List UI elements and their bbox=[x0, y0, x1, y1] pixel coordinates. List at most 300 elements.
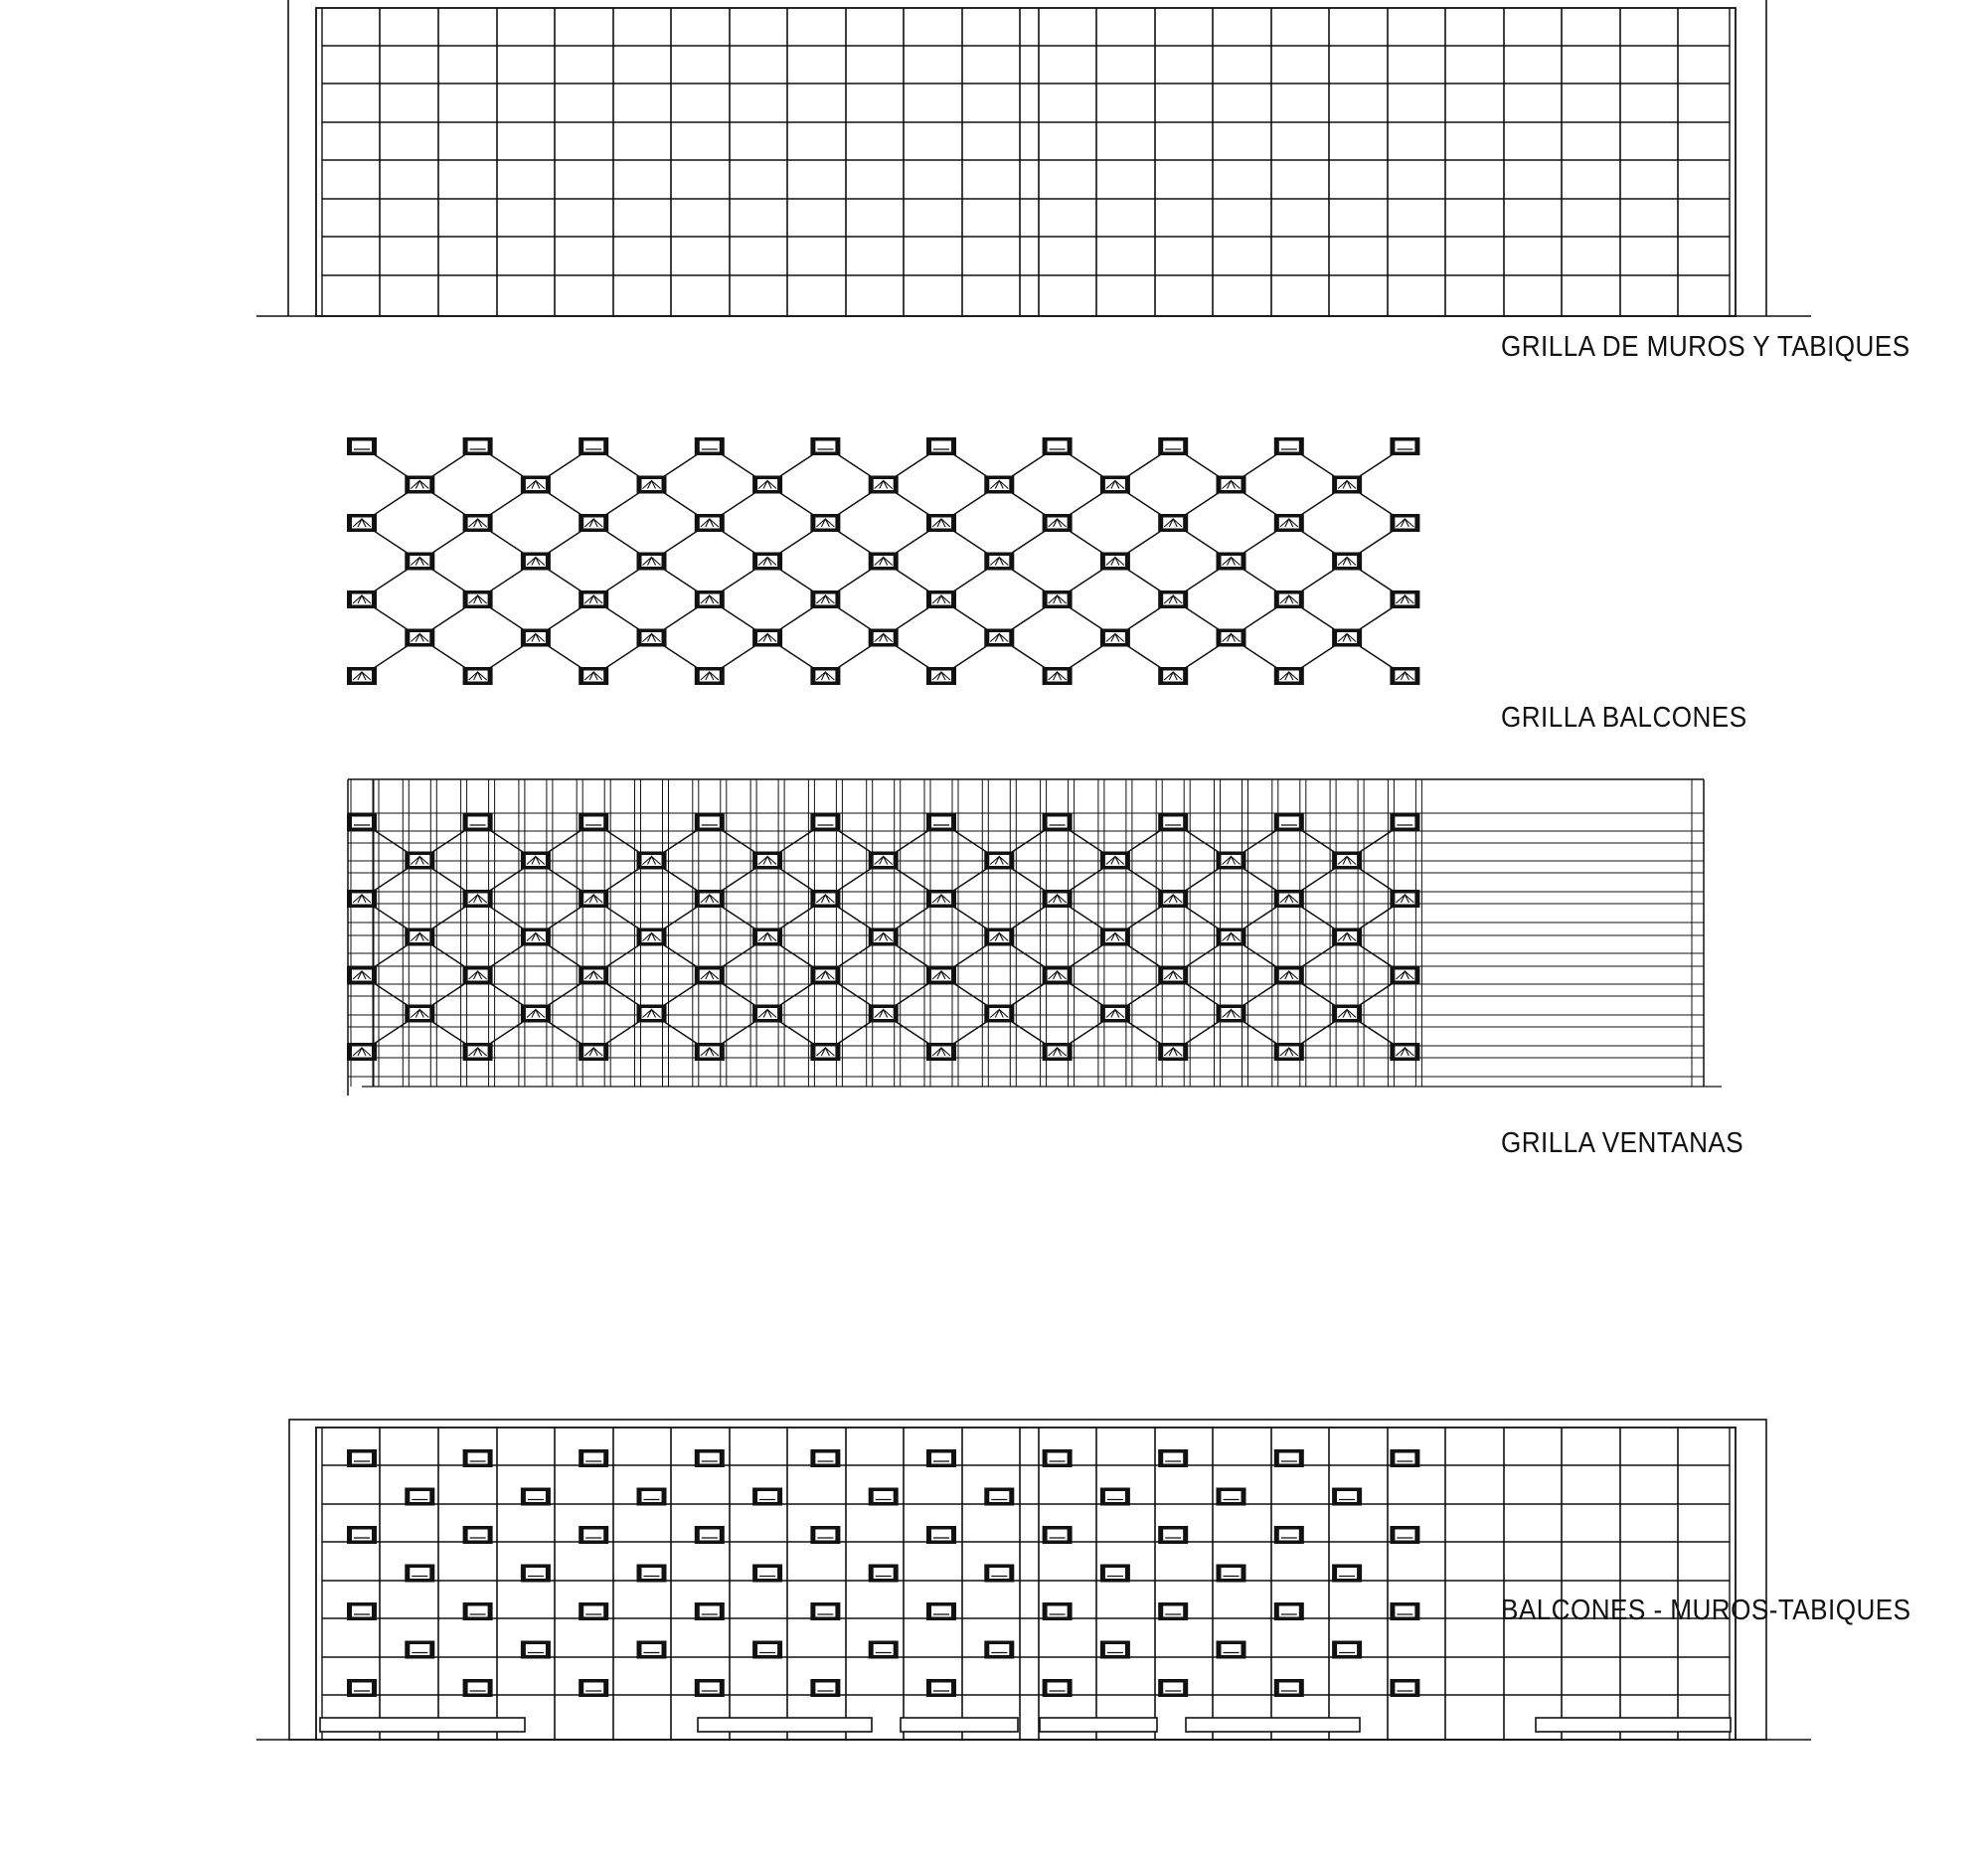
balcony-unit bbox=[695, 1449, 725, 1467]
balcony-unit bbox=[1390, 1449, 1419, 1467]
balcony-unit bbox=[695, 514, 725, 532]
balcony-window bbox=[583, 1683, 603, 1694]
balcony-unit bbox=[1043, 1449, 1073, 1467]
balcony-unit bbox=[1043, 890, 1073, 908]
balcony-unit bbox=[405, 1488, 434, 1506]
balcony-unit bbox=[1274, 667, 1304, 685]
balcony-window bbox=[700, 1530, 720, 1541]
balconies-walls-combined-drawing bbox=[256, 1420, 1811, 1740]
balcony-window bbox=[815, 1530, 835, 1541]
windows-grid-drawing bbox=[347, 779, 1722, 1095]
balcony-unit bbox=[926, 437, 956, 455]
balcony-unit bbox=[810, 667, 840, 685]
balcony-unit bbox=[1390, 437, 1419, 455]
balcony-window bbox=[468, 1683, 488, 1694]
balcony-window bbox=[815, 1606, 835, 1617]
balcony-unit bbox=[347, 1526, 377, 1544]
balcony-unit bbox=[810, 890, 840, 908]
balcony-unit bbox=[1043, 813, 1073, 831]
balcony-unit bbox=[695, 437, 725, 455]
balcony-unit bbox=[579, 1679, 608, 1697]
balcony-unit bbox=[1043, 590, 1073, 608]
balcony-window bbox=[1163, 1606, 1183, 1617]
balcony-unit bbox=[347, 590, 377, 608]
balcony-window bbox=[1279, 1683, 1299, 1694]
balcony-unit bbox=[1390, 1602, 1419, 1620]
balcony-unit bbox=[752, 476, 782, 494]
balcony-unit bbox=[810, 813, 840, 831]
balcony-window bbox=[1222, 1491, 1242, 1502]
balcony-unit bbox=[1274, 1602, 1304, 1620]
balcony-unit bbox=[579, 667, 608, 685]
balcony-unit bbox=[869, 1565, 899, 1583]
balcony-unit bbox=[1043, 966, 1073, 984]
balcony-unit bbox=[579, 966, 608, 984]
balcony-window bbox=[700, 1453, 720, 1464]
balcony-window bbox=[1163, 817, 1183, 828]
balcony-unit bbox=[869, 852, 899, 870]
balcony-unit bbox=[752, 1488, 782, 1506]
balcony-window bbox=[352, 1683, 372, 1694]
base-plinth bbox=[1536, 1718, 1731, 1732]
balcony-unit bbox=[579, 590, 608, 608]
balcony-unit bbox=[521, 553, 551, 571]
balcony-window bbox=[526, 1644, 546, 1655]
balcony-unit bbox=[752, 1641, 782, 1659]
balcony-unit bbox=[521, 476, 551, 494]
balcony-unit bbox=[579, 437, 608, 455]
outer-frame bbox=[289, 1420, 1766, 1740]
balcony-unit bbox=[1274, 1526, 1304, 1544]
balcony-window bbox=[468, 1453, 488, 1464]
balconies-grid-drawing bbox=[347, 437, 1419, 685]
walls-grid-caption: GRILLA DE MUROS Y TABIQUES bbox=[1501, 331, 1910, 363]
balcony-window bbox=[1395, 817, 1414, 828]
balcony-window bbox=[874, 1644, 894, 1655]
balcony-window bbox=[1337, 1568, 1357, 1579]
balcony-window bbox=[931, 1683, 951, 1694]
balcony-window bbox=[815, 817, 835, 828]
balcony-window bbox=[874, 1568, 894, 1579]
balcony-unit bbox=[463, 813, 493, 831]
balcony-unit bbox=[579, 1602, 608, 1620]
balcony-unit bbox=[1390, 966, 1419, 984]
base-plinth bbox=[320, 1718, 525, 1732]
balcony-unit bbox=[463, 1602, 493, 1620]
balcony-unit bbox=[405, 1641, 434, 1659]
balcony-unit bbox=[695, 590, 725, 608]
balcony-window bbox=[352, 817, 372, 828]
balcony-unit bbox=[1274, 1043, 1304, 1061]
balcony-window bbox=[1395, 1606, 1414, 1617]
balcony-window bbox=[1105, 1491, 1125, 1502]
balcony-unit bbox=[1217, 852, 1246, 870]
balcony-window bbox=[1163, 441, 1183, 452]
balcony-unit bbox=[1158, 667, 1188, 685]
balcony-unit bbox=[347, 1602, 377, 1620]
balcony-unit bbox=[926, 514, 956, 532]
balcony-unit bbox=[1158, 966, 1188, 984]
balcony-window bbox=[700, 1606, 720, 1617]
balcony-unit bbox=[1274, 966, 1304, 984]
balcony-window bbox=[1048, 1606, 1068, 1617]
balcony-unit bbox=[810, 437, 840, 455]
balcony-window bbox=[583, 817, 603, 828]
balcony-unit bbox=[637, 476, 667, 494]
balcony-window bbox=[1279, 1606, 1299, 1617]
balcony-unit bbox=[1217, 553, 1246, 571]
balcony-unit bbox=[869, 1488, 899, 1506]
balcony-window bbox=[410, 1568, 429, 1579]
balcony-unit bbox=[695, 966, 725, 984]
balcony-window bbox=[815, 1683, 835, 1694]
balcony-window bbox=[468, 817, 488, 828]
balcony-unit bbox=[926, 1526, 956, 1544]
balcony-unit bbox=[463, 1043, 493, 1061]
balcony-unit bbox=[984, 1488, 1014, 1506]
balcony-unit bbox=[810, 1602, 840, 1620]
balcony-unit bbox=[463, 1449, 493, 1467]
balcony-unit bbox=[1158, 813, 1188, 831]
balcony-unit bbox=[579, 1043, 608, 1061]
base-plinth bbox=[901, 1718, 1018, 1732]
balcony-unit bbox=[810, 1043, 840, 1061]
balcony-window bbox=[931, 1453, 951, 1464]
balcony-unit bbox=[1100, 852, 1130, 870]
balcony-window bbox=[1048, 1530, 1068, 1541]
balcony-unit bbox=[347, 1043, 377, 1061]
balcony-window bbox=[700, 1683, 720, 1694]
balcony-window bbox=[526, 1491, 546, 1502]
balcony-window bbox=[1105, 1568, 1125, 1579]
balcony-unit bbox=[637, 1488, 667, 1506]
balcony-unit bbox=[695, 1526, 725, 1544]
balcony-window bbox=[931, 1530, 951, 1541]
balcony-unit bbox=[1100, 1565, 1130, 1583]
balcony-window bbox=[1048, 441, 1068, 452]
balcony-window bbox=[468, 441, 488, 452]
balcony-unit bbox=[521, 1005, 551, 1023]
balcony-unit bbox=[1100, 1488, 1130, 1506]
balcony-unit bbox=[1043, 1526, 1073, 1544]
balcony-unit bbox=[984, 1565, 1014, 1583]
balcony-unit bbox=[1217, 1488, 1246, 1506]
balcony-window bbox=[700, 817, 720, 828]
balcony-window bbox=[1163, 1453, 1183, 1464]
balcony-window bbox=[931, 817, 951, 828]
balcony-unit bbox=[1100, 928, 1130, 946]
balcony-unit bbox=[1390, 514, 1419, 532]
balcony-unit bbox=[405, 852, 434, 870]
balcony-window bbox=[352, 1606, 372, 1617]
balcony-unit bbox=[869, 553, 899, 571]
balcony-window bbox=[1279, 817, 1299, 828]
balcony-window bbox=[700, 441, 720, 452]
balcony-unit bbox=[1043, 437, 1073, 455]
balcony-unit bbox=[463, 514, 493, 532]
balcony-unit bbox=[1274, 813, 1304, 831]
balcony-unit bbox=[1332, 553, 1362, 571]
balcony-window bbox=[1279, 1530, 1299, 1541]
balcony-unit bbox=[1217, 629, 1246, 647]
balcony-unit bbox=[869, 1641, 899, 1659]
balcony-unit bbox=[1390, 813, 1419, 831]
balcony-window bbox=[583, 441, 603, 452]
balcony-unit bbox=[926, 890, 956, 908]
balcony-window bbox=[1279, 1453, 1299, 1464]
balcony-unit bbox=[1332, 476, 1362, 494]
balcony-window bbox=[989, 1491, 1009, 1502]
balcony-unit bbox=[752, 553, 782, 571]
balcony-unit bbox=[1217, 1005, 1246, 1023]
balcony-unit bbox=[1158, 1043, 1188, 1061]
balcony-unit bbox=[695, 1043, 725, 1061]
balcony-unit bbox=[637, 629, 667, 647]
balcony-window bbox=[1395, 441, 1414, 452]
balcony-unit bbox=[1100, 1641, 1130, 1659]
balcony-unit bbox=[926, 1602, 956, 1620]
balcony-unit bbox=[926, 1449, 956, 1467]
balcony-unit bbox=[637, 1641, 667, 1659]
balcony-unit bbox=[405, 1005, 434, 1023]
balcony-window bbox=[757, 1568, 777, 1579]
balcony-unit bbox=[1158, 437, 1188, 455]
balcony-unit bbox=[579, 1526, 608, 1544]
balcony-window bbox=[642, 1491, 662, 1502]
balcony-unit bbox=[810, 590, 840, 608]
balcony-unit bbox=[521, 1565, 551, 1583]
balcony-window bbox=[1395, 1453, 1414, 1464]
balcony-unit bbox=[1100, 629, 1130, 647]
balcony-unit bbox=[752, 852, 782, 870]
balcony-window bbox=[815, 441, 835, 452]
balcony-window bbox=[526, 1568, 546, 1579]
balcony-unit bbox=[405, 476, 434, 494]
balcony-unit bbox=[1274, 590, 1304, 608]
balcony-unit bbox=[1158, 590, 1188, 608]
balcony-unit bbox=[752, 629, 782, 647]
balcony-window bbox=[1395, 1683, 1414, 1694]
balcony-unit bbox=[1332, 1488, 1362, 1506]
balcony-unit bbox=[1100, 553, 1130, 571]
balcony-unit bbox=[463, 890, 493, 908]
balcony-unit bbox=[521, 852, 551, 870]
balcony-unit bbox=[463, 1679, 493, 1697]
balcony-unit bbox=[752, 928, 782, 946]
balcony-window bbox=[757, 1644, 777, 1655]
balcony-unit bbox=[1390, 590, 1419, 608]
balcony-unit bbox=[810, 514, 840, 532]
balcony-unit bbox=[1332, 629, 1362, 647]
balcony-unit bbox=[984, 1641, 1014, 1659]
balcony-unit bbox=[579, 1449, 608, 1467]
balcony-unit bbox=[347, 890, 377, 908]
balcony-window bbox=[989, 1568, 1009, 1579]
balcony-unit bbox=[984, 852, 1014, 870]
balcony-unit bbox=[869, 629, 899, 647]
balcony-unit bbox=[1158, 1602, 1188, 1620]
balcony-unit bbox=[1217, 1565, 1246, 1583]
balcony-unit bbox=[1332, 928, 1362, 946]
balcony-unit bbox=[1217, 928, 1246, 946]
balcony-window bbox=[410, 1491, 429, 1502]
balcony-unit bbox=[1100, 1005, 1130, 1023]
balcony-unit bbox=[810, 1449, 840, 1467]
balcony-unit bbox=[463, 966, 493, 984]
balcony-unit bbox=[1217, 1641, 1246, 1659]
balcony-window bbox=[583, 1606, 603, 1617]
balcony-unit bbox=[810, 1679, 840, 1697]
balcony-unit bbox=[1274, 514, 1304, 532]
balcony-unit bbox=[869, 476, 899, 494]
balcony-unit bbox=[1332, 1565, 1362, 1583]
balcony-unit bbox=[1158, 1679, 1188, 1697]
balcony-unit bbox=[926, 966, 956, 984]
balcony-unit bbox=[869, 1005, 899, 1023]
balcony-window bbox=[1337, 1644, 1357, 1655]
balcony-unit bbox=[1274, 1449, 1304, 1467]
balcony-window bbox=[352, 441, 372, 452]
balcony-window bbox=[815, 1453, 835, 1464]
balcony-unit bbox=[347, 966, 377, 984]
balcony-unit bbox=[1043, 1679, 1073, 1697]
balcony-window bbox=[1163, 1683, 1183, 1694]
balcony-unit bbox=[1158, 514, 1188, 532]
balcony-unit bbox=[1043, 667, 1073, 685]
balcony-window bbox=[1279, 441, 1299, 452]
balcony-unit bbox=[579, 813, 608, 831]
balcony-unit bbox=[810, 1526, 840, 1544]
balcony-unit bbox=[984, 928, 1014, 946]
balcony-unit bbox=[405, 553, 434, 571]
balcony-unit bbox=[1043, 1602, 1073, 1620]
balcony-unit bbox=[347, 514, 377, 532]
balcony-window bbox=[642, 1644, 662, 1655]
balcony-unit bbox=[463, 667, 493, 685]
balcony-window bbox=[468, 1606, 488, 1617]
balcony-unit bbox=[1332, 852, 1362, 870]
balcony-unit bbox=[810, 966, 840, 984]
balcony-unit bbox=[347, 667, 377, 685]
balcony-window bbox=[352, 1530, 372, 1541]
balcony-unit bbox=[926, 1043, 956, 1061]
balcony-unit bbox=[579, 890, 608, 908]
balcony-unit bbox=[984, 476, 1014, 494]
balcony-unit bbox=[463, 1526, 493, 1544]
balcony-unit bbox=[347, 813, 377, 831]
balcony-unit bbox=[347, 1679, 377, 1697]
balcony-window bbox=[583, 1453, 603, 1464]
balcony-window bbox=[757, 1491, 777, 1502]
balcony-unit bbox=[1100, 476, 1130, 494]
balcony-unit bbox=[1158, 1449, 1188, 1467]
balcony-unit bbox=[1390, 1526, 1419, 1544]
balcony-unit bbox=[695, 1602, 725, 1620]
balcony-unit bbox=[637, 1005, 667, 1023]
balcony-unit bbox=[752, 1565, 782, 1583]
balcony-unit bbox=[926, 813, 956, 831]
balcony-unit bbox=[695, 890, 725, 908]
balcony-window bbox=[1222, 1568, 1242, 1579]
balcony-unit bbox=[926, 590, 956, 608]
balcony-unit bbox=[695, 813, 725, 831]
balcony-unit bbox=[984, 629, 1014, 647]
balcony-window bbox=[931, 1606, 951, 1617]
balcony-unit bbox=[463, 590, 493, 608]
balcony-unit bbox=[637, 1565, 667, 1583]
balcony-unit bbox=[1390, 1043, 1419, 1061]
balcony-window bbox=[931, 441, 951, 452]
balcony-window bbox=[1163, 1530, 1183, 1541]
balcony-window bbox=[642, 1568, 662, 1579]
balcony-unit bbox=[405, 629, 434, 647]
balcony-window bbox=[468, 1530, 488, 1541]
balcony-window bbox=[1105, 1644, 1125, 1655]
balcony-unit bbox=[869, 928, 899, 946]
balcony-unit bbox=[405, 928, 434, 946]
balcony-unit bbox=[521, 1641, 551, 1659]
balcony-unit bbox=[695, 1679, 725, 1697]
balcony-unit bbox=[637, 928, 667, 946]
balcony-unit bbox=[1158, 890, 1188, 908]
balcony-unit bbox=[752, 1005, 782, 1023]
balcony-unit bbox=[521, 629, 551, 647]
balcony-unit bbox=[1274, 890, 1304, 908]
balcony-window bbox=[1048, 817, 1068, 828]
balcony-unit bbox=[1043, 514, 1073, 532]
walls-partitions-grid-drawing bbox=[256, 0, 1811, 316]
balcony-unit bbox=[463, 437, 493, 455]
balcony-unit bbox=[521, 928, 551, 946]
balcony-window bbox=[583, 1530, 603, 1541]
balcony-window bbox=[989, 1644, 1009, 1655]
balcony-unit bbox=[637, 852, 667, 870]
balcony-unit bbox=[1274, 1679, 1304, 1697]
balcony-unit bbox=[1332, 1641, 1362, 1659]
balcony-unit bbox=[637, 553, 667, 571]
base-plinth bbox=[1186, 1718, 1360, 1732]
balcony-window bbox=[874, 1491, 894, 1502]
balcony-unit bbox=[926, 1679, 956, 1697]
balcony-unit bbox=[1390, 890, 1419, 908]
balcony-unit bbox=[347, 437, 377, 455]
balcony-window bbox=[352, 1453, 372, 1464]
balcony-unit bbox=[1390, 667, 1419, 685]
balcony-unit bbox=[1158, 1526, 1188, 1544]
balcony-unit bbox=[1043, 1043, 1073, 1061]
balcony-window bbox=[1337, 1491, 1357, 1502]
balcony-unit bbox=[984, 1005, 1014, 1023]
balcony-unit bbox=[347, 1449, 377, 1467]
facade-frame bbox=[316, 1428, 1736, 1740]
balcony-unit bbox=[984, 553, 1014, 571]
balcony-unit bbox=[926, 667, 956, 685]
windows-grid-caption: GRILLA VENTANAS bbox=[1501, 1127, 1744, 1159]
facade-frame bbox=[316, 8, 1736, 316]
balcony-unit bbox=[579, 514, 608, 532]
balcony-unit bbox=[1217, 476, 1246, 494]
balcony-unit bbox=[1274, 437, 1304, 455]
balcony-unit bbox=[1332, 1005, 1362, 1023]
balcony-unit bbox=[695, 667, 725, 685]
balcony-window bbox=[1222, 1644, 1242, 1655]
balconies-grid-caption: GRILLA BALCONES bbox=[1501, 702, 1747, 734]
balcony-window bbox=[1395, 1530, 1414, 1541]
balcony-window bbox=[410, 1644, 429, 1655]
balcony-unit bbox=[405, 1565, 434, 1583]
balcony-window bbox=[1048, 1683, 1068, 1694]
balcony-unit bbox=[521, 1488, 551, 1506]
